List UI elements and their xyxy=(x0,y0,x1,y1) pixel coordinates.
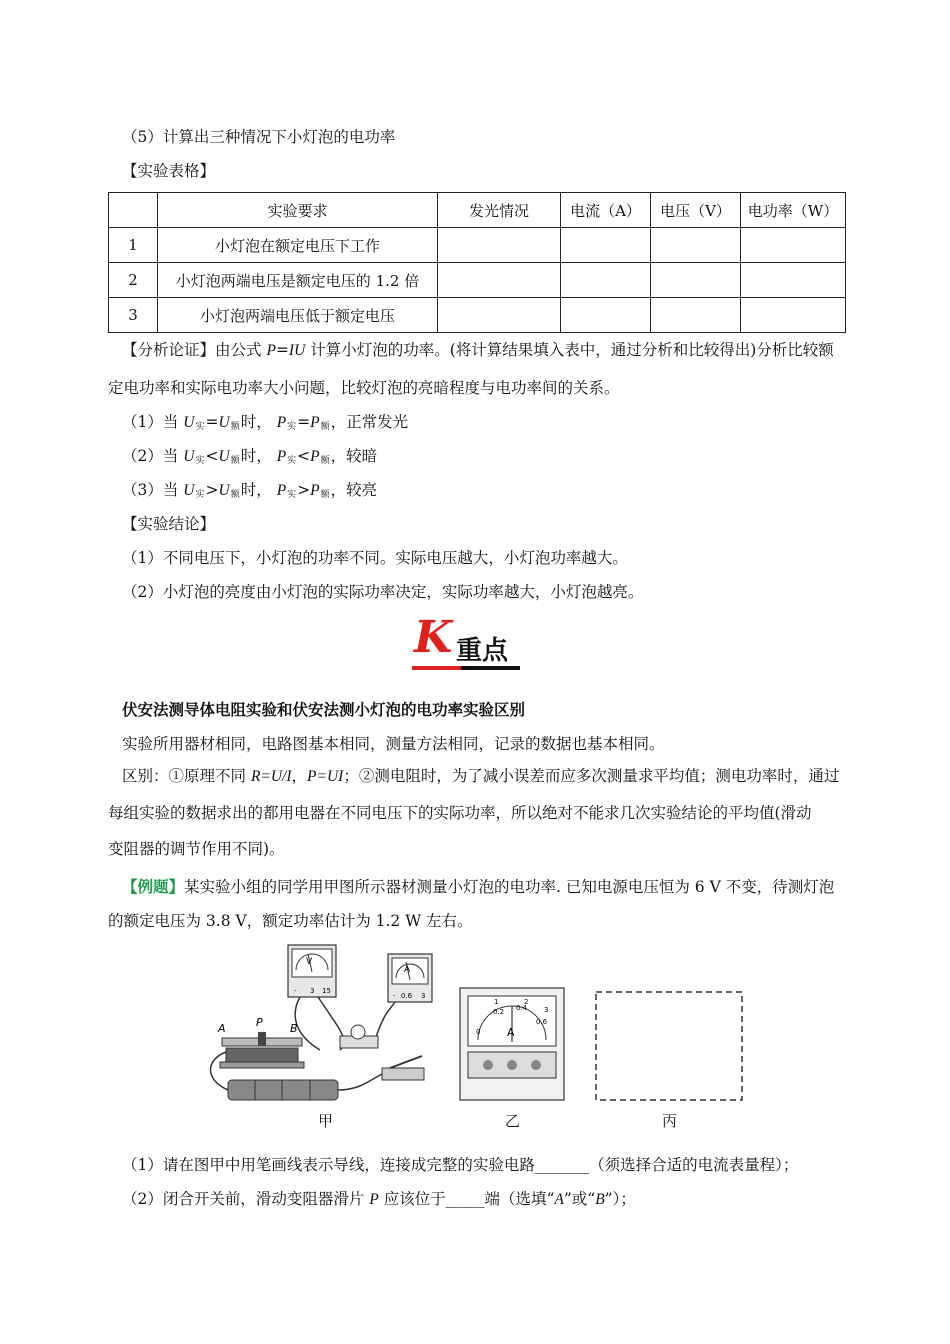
analysis-text: 由公式 xyxy=(215,341,267,359)
ammeter-dial-yi xyxy=(460,988,564,1100)
example-label: 【例题】 xyxy=(122,877,185,896)
subscript: 实 xyxy=(195,422,205,432)
subscript: 额 xyxy=(230,422,240,432)
analysis-text: 计算小灯泡的功率。(将计算结果填入表中，通过分析和比较得出)分析比较额 xyxy=(305,341,834,359)
lamp xyxy=(340,1025,378,1048)
subscript: 额 xyxy=(230,490,240,500)
switch xyxy=(382,1056,424,1080)
banner-title: 重点 xyxy=(456,636,509,666)
analysis-case-2 xyxy=(122,445,862,472)
key-paragraph-3: 每组实验的数据求出的都用电器在不同电压下的实际功率，所以绝对不能求几次实验结论的平均值(滑动 xyxy=(108,804,812,822)
header-cell: 电压（V） xyxy=(651,193,741,228)
analysis-case-3 xyxy=(122,479,862,506)
k-logo-letter: K xyxy=(414,612,453,663)
v-terminal: 15 xyxy=(322,987,331,995)
scale-label: 1 xyxy=(494,998,499,1006)
subscript: 实 xyxy=(287,422,297,432)
key-paragraph-2 xyxy=(122,765,862,788)
empty-cell xyxy=(561,263,651,298)
subscript: 实 xyxy=(195,456,205,466)
banner-underline xyxy=(412,666,520,670)
figure-caption-yi: 乙 xyxy=(505,1112,521,1130)
key-point-banner xyxy=(412,612,522,670)
subscript: 额 xyxy=(320,490,330,500)
case-prefix: （1）当 xyxy=(122,413,184,431)
table-heading: 【实验表格】 xyxy=(122,162,216,180)
a-terminal: - xyxy=(393,992,396,1000)
figure-caption-jia: 甲 xyxy=(318,1112,334,1130)
wire xyxy=(210,1052,228,1090)
row-number: 1 xyxy=(109,228,158,263)
question-text: （2）闭合开关前，滑动变阻器滑片 xyxy=(122,1190,370,1208)
scale-label: 0 xyxy=(476,1028,481,1036)
header-cell: 电功率（W） xyxy=(741,193,846,228)
example-line-2: 的额定电压为 3.8 V，额定功率估计为 1.2 W 左右。 xyxy=(108,912,473,930)
header-cell: 实验要求 xyxy=(158,193,438,228)
row-number: 3 xyxy=(109,298,158,333)
wire xyxy=(375,1002,395,1040)
symbol-p: P xyxy=(276,482,287,499)
header-cell: 发光情况 xyxy=(438,193,561,228)
ammeter xyxy=(388,954,432,1002)
empty-cell xyxy=(651,298,741,333)
subscript: 实 xyxy=(287,490,297,500)
row-requirement: 小灯泡两端电压是额定电压的 1.2 倍 xyxy=(158,263,438,298)
rheostat xyxy=(217,1016,304,1068)
table-row xyxy=(109,228,846,263)
example-text: 某实验小组的同学用甲图所示器材测量小灯泡的电功率. 已知电源电压恒为 6 V 不变，待测灯泡 xyxy=(184,878,835,896)
symbol-u: U xyxy=(218,482,230,499)
conclusion-2: （2）小灯泡的亮度由小灯泡的实际功率决定，实际功率越大，小灯泡越亮。 xyxy=(122,583,644,601)
rheostat-end-b: B xyxy=(290,1022,298,1035)
empty-cell xyxy=(741,263,846,298)
scale-label: 3 xyxy=(544,1006,549,1014)
subscript: 额 xyxy=(230,456,240,466)
experiment-table xyxy=(108,192,846,333)
symbol-u: U xyxy=(183,414,195,431)
symbol-p: P xyxy=(310,448,320,465)
subscript: 额 xyxy=(320,422,330,432)
case-result: ，正常发光 xyxy=(330,413,409,431)
symbol-u: U xyxy=(183,448,195,465)
symbol-p: P xyxy=(369,1191,379,1208)
v-terminal: - xyxy=(294,987,297,995)
row-requirement: 小灯泡在额定电压下工作 xyxy=(158,228,438,263)
dial-symbol: A xyxy=(507,1026,515,1039)
analysis-case-1 xyxy=(122,411,862,438)
a-terminal: 3 xyxy=(421,992,426,1000)
empty-cell xyxy=(438,298,561,333)
formula-symbol: IU xyxy=(288,342,306,359)
formula-symbol: P xyxy=(266,342,276,359)
question-2 xyxy=(122,1188,862,1211)
example-line-1 xyxy=(122,876,862,898)
question-1: （1）请在图甲中用笔画线表示导线，连接成完整的实验电路_______（须选择合适的电流表量程）； xyxy=(122,1156,799,1174)
key-text: 区别：①原理不同 xyxy=(122,767,251,785)
key-paragraph-1: 实验所用器材相同，电路图基本相同，测量方法相同，记录的数据也基本相同。 xyxy=(122,735,665,753)
operator: = xyxy=(297,413,311,431)
option-a: A xyxy=(554,1191,564,1208)
formula-p: P=UI xyxy=(307,768,344,785)
rheostat-end-a: A xyxy=(218,1022,226,1035)
operator: > xyxy=(297,481,311,499)
key-paragraph-4: 变阻器的调节作用不同)。 xyxy=(108,840,285,858)
blank-diagram-box xyxy=(596,992,742,1100)
conclusion-1: （1）不同电压下，小灯泡的功率不同。实际电压越大，小灯泡功率越大。 xyxy=(122,549,628,567)
figure-caption-bing: 丙 xyxy=(662,1112,678,1130)
case-result: ，较亮 xyxy=(330,481,378,499)
empty-cell xyxy=(741,298,846,333)
symbol-p: P xyxy=(276,414,287,431)
empty-cell xyxy=(651,263,741,298)
empty-cell xyxy=(651,228,741,263)
case-when: 时， xyxy=(240,481,272,499)
empty-cell xyxy=(561,228,651,263)
question-text: 应该位于_____端（选填“ xyxy=(378,1190,555,1208)
operator: < xyxy=(205,447,219,465)
operator: > xyxy=(205,481,219,499)
subscript: 额 xyxy=(320,456,330,466)
table-row xyxy=(109,298,846,333)
symbol-u: U xyxy=(218,448,230,465)
symbol-u: U xyxy=(218,414,230,431)
operator: < xyxy=(297,447,311,465)
scale-label: 0.2 xyxy=(493,1008,505,1016)
step-5: （5）计算出三种情况下小灯泡的电功率 xyxy=(122,128,396,146)
subscript: 实 xyxy=(195,490,205,500)
table-header-row xyxy=(109,193,846,228)
question-text: ”）； xyxy=(604,1190,636,1208)
case-result: ，较暗 xyxy=(330,447,378,465)
row-number: 2 xyxy=(109,263,158,298)
voltmeter-label: V xyxy=(306,957,313,967)
case-prefix: （2）当 xyxy=(122,447,184,465)
voltmeter xyxy=(288,945,336,997)
scale-label: 2 xyxy=(524,998,529,1006)
empty-cell xyxy=(438,228,561,263)
scale-label: 0.4 xyxy=(516,1004,528,1012)
header-cell xyxy=(109,193,158,228)
key-text: ；②测电阻时，为了减小误差而应多次测量求平均值；测电功率时，通过 xyxy=(343,767,840,785)
ammeter-label: A xyxy=(404,965,411,975)
symbol-p: P xyxy=(310,414,320,431)
separator: ， xyxy=(291,767,308,785)
analysis-line-2: 定电功率和实际电功率大小问题，比较灯泡的亮暗程度与电功率间的关系。 xyxy=(108,379,620,397)
symbol-p: P xyxy=(276,448,287,465)
case-when: 时， xyxy=(240,447,272,465)
empty-cell xyxy=(741,228,846,263)
battery xyxy=(228,1080,338,1100)
header-cell: 电流（A） xyxy=(561,193,651,228)
question-text: ”或“ xyxy=(563,1190,596,1208)
rheostat-slider: P xyxy=(256,1016,263,1029)
wire xyxy=(338,1074,382,1090)
symbol-u: U xyxy=(183,482,195,499)
conclusion-heading: 【实验结论】 xyxy=(122,515,216,533)
table-row xyxy=(109,263,846,298)
empty-cell xyxy=(561,298,651,333)
option-b: B xyxy=(595,1191,605,1208)
case-prefix: （3）当 xyxy=(122,481,184,499)
analysis-label: 【分析论证】 xyxy=(122,341,216,359)
case-when: 时， xyxy=(240,413,272,431)
key-title: 伏安法测导体电阻实验和伏安法测小灯泡的电功率实验区别 xyxy=(122,700,526,719)
scale-label: 0.6 xyxy=(536,1018,548,1026)
formula-r: R=U/I xyxy=(250,768,292,785)
symbol-p: P xyxy=(310,482,320,499)
row-requirement: 小灯泡两端电压低于额定电压 xyxy=(158,298,438,333)
empty-cell xyxy=(438,263,561,298)
v-terminal: 3 xyxy=(310,987,315,995)
a-terminal: 0.6 xyxy=(401,992,413,1000)
subscript: 实 xyxy=(287,456,297,466)
formula-symbol: = xyxy=(275,341,289,359)
operator: = xyxy=(205,413,219,431)
analysis-line-1 xyxy=(122,339,862,362)
